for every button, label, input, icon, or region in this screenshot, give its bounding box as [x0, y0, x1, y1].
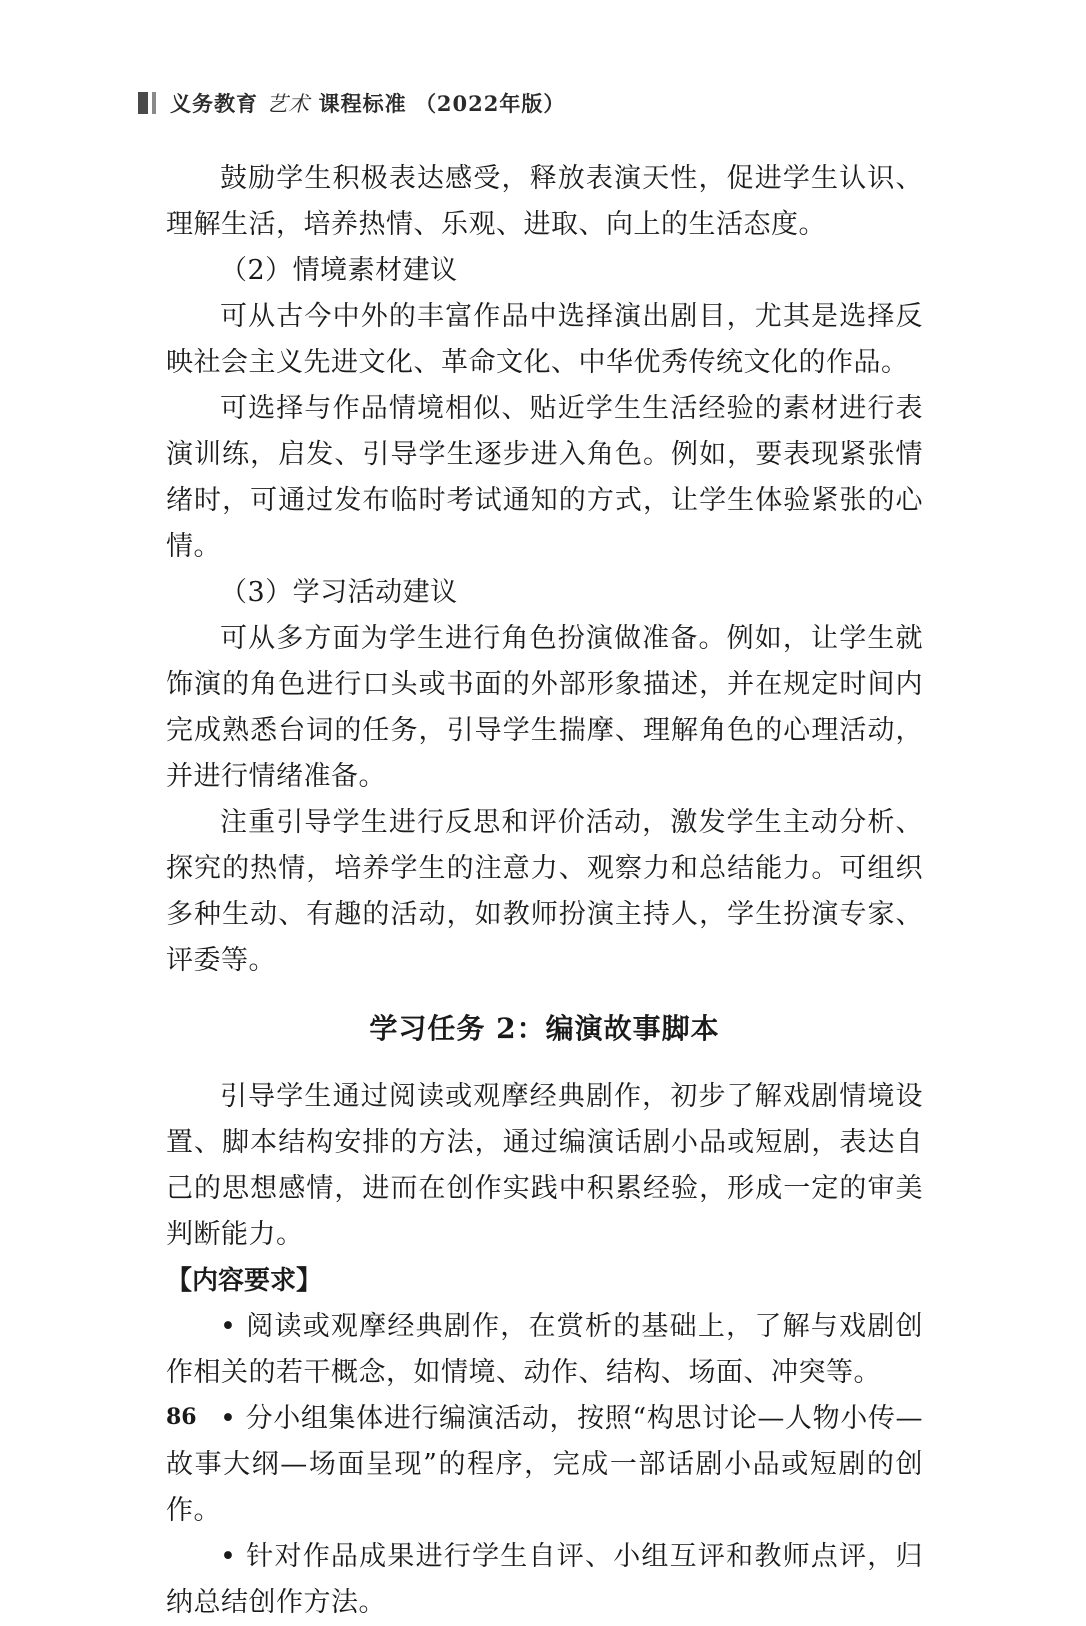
book-title-part1: 义务教育	[170, 91, 258, 116]
book-title-part3: 课程标准	[318, 91, 407, 116]
paragraph: 可选择与作品情境相似、贴近学生生活经验的素材进行表演训练，启发、引导学生逐步进入角色。例如，要表现紧张情绪时，可通过发布临时考试通知的方式，让学生体验紧张的心情。	[166, 393, 923, 562]
bullet-item: • 分小组集体进行编演活动，按照“构思讨论—人物小传—故事大纲—场面呈现”的程序，完成一部话剧小品或短剧的创作。	[166, 1403, 923, 1526]
header-bar-icon	[138, 92, 156, 114]
section-intro: 引导学生通过阅读或观摩经典剧作，初步了解戏剧情境设置、脚本结构安排的方法，通过编演话剧小品或短剧，表达自己的思想感情，进而在创作实践中积累经验，形成一定的审美判断能力。	[166, 1081, 923, 1250]
section-title: 学习任务 2：编演故事脚本	[369, 1012, 720, 1045]
subheading: （2）情境素材建议	[220, 255, 458, 286]
running-header	[138, 88, 565, 118]
book-title	[170, 88, 565, 118]
bullet-item: • 针对作品成果进行学生自评、小组互评和教师点评，归纳总结创作方法。	[166, 1541, 923, 1618]
paragraph: 鼓励学生积极表达感受，释放表演天性，促进学生认识、理解生活，培养热情、乐观、进取、向上的生活态度。	[166, 163, 923, 240]
paragraph: 可从古今中外的丰富作品中选择演出剧目，尤其是选择反映社会主义先进文化、革命文化、中华优秀传统文化的作品。	[166, 301, 923, 378]
book-title-edition: （2022年版）	[414, 91, 566, 116]
paragraph: 可从多方面为学生进行角色扮演做准备。例如，让学生就饰演的角色进行口头或书面的外部形象描述，并在规定时间内完成熟悉台词的任务，引导学生揣摩、理解角色的心理活动，并进行情绪准备。	[166, 623, 923, 792]
paragraph: 注重引导学生进行反思和评价活动，激发学生主动分析、探究的热情，培养学生的注意力、观察力和总结能力。可组织多种生动、有趣的活动，如教师扮演主持人，学生扮演专家、评委等。	[166, 807, 923, 976]
subheading: （3）学习活动建议	[220, 577, 458, 608]
content-requirements-label: 【内容要求】	[166, 1266, 323, 1296]
bullet-item: • 阅读或观摩经典剧作，在赏析的基础上，了解与戏剧创作相关的若干概念，如情境、动作、结构、场面、冲突等。	[166, 1311, 923, 1388]
page-number: 86	[166, 1404, 197, 1430]
book-title-subject: 艺术	[266, 92, 311, 116]
page-body	[166, 156, 923, 1626]
